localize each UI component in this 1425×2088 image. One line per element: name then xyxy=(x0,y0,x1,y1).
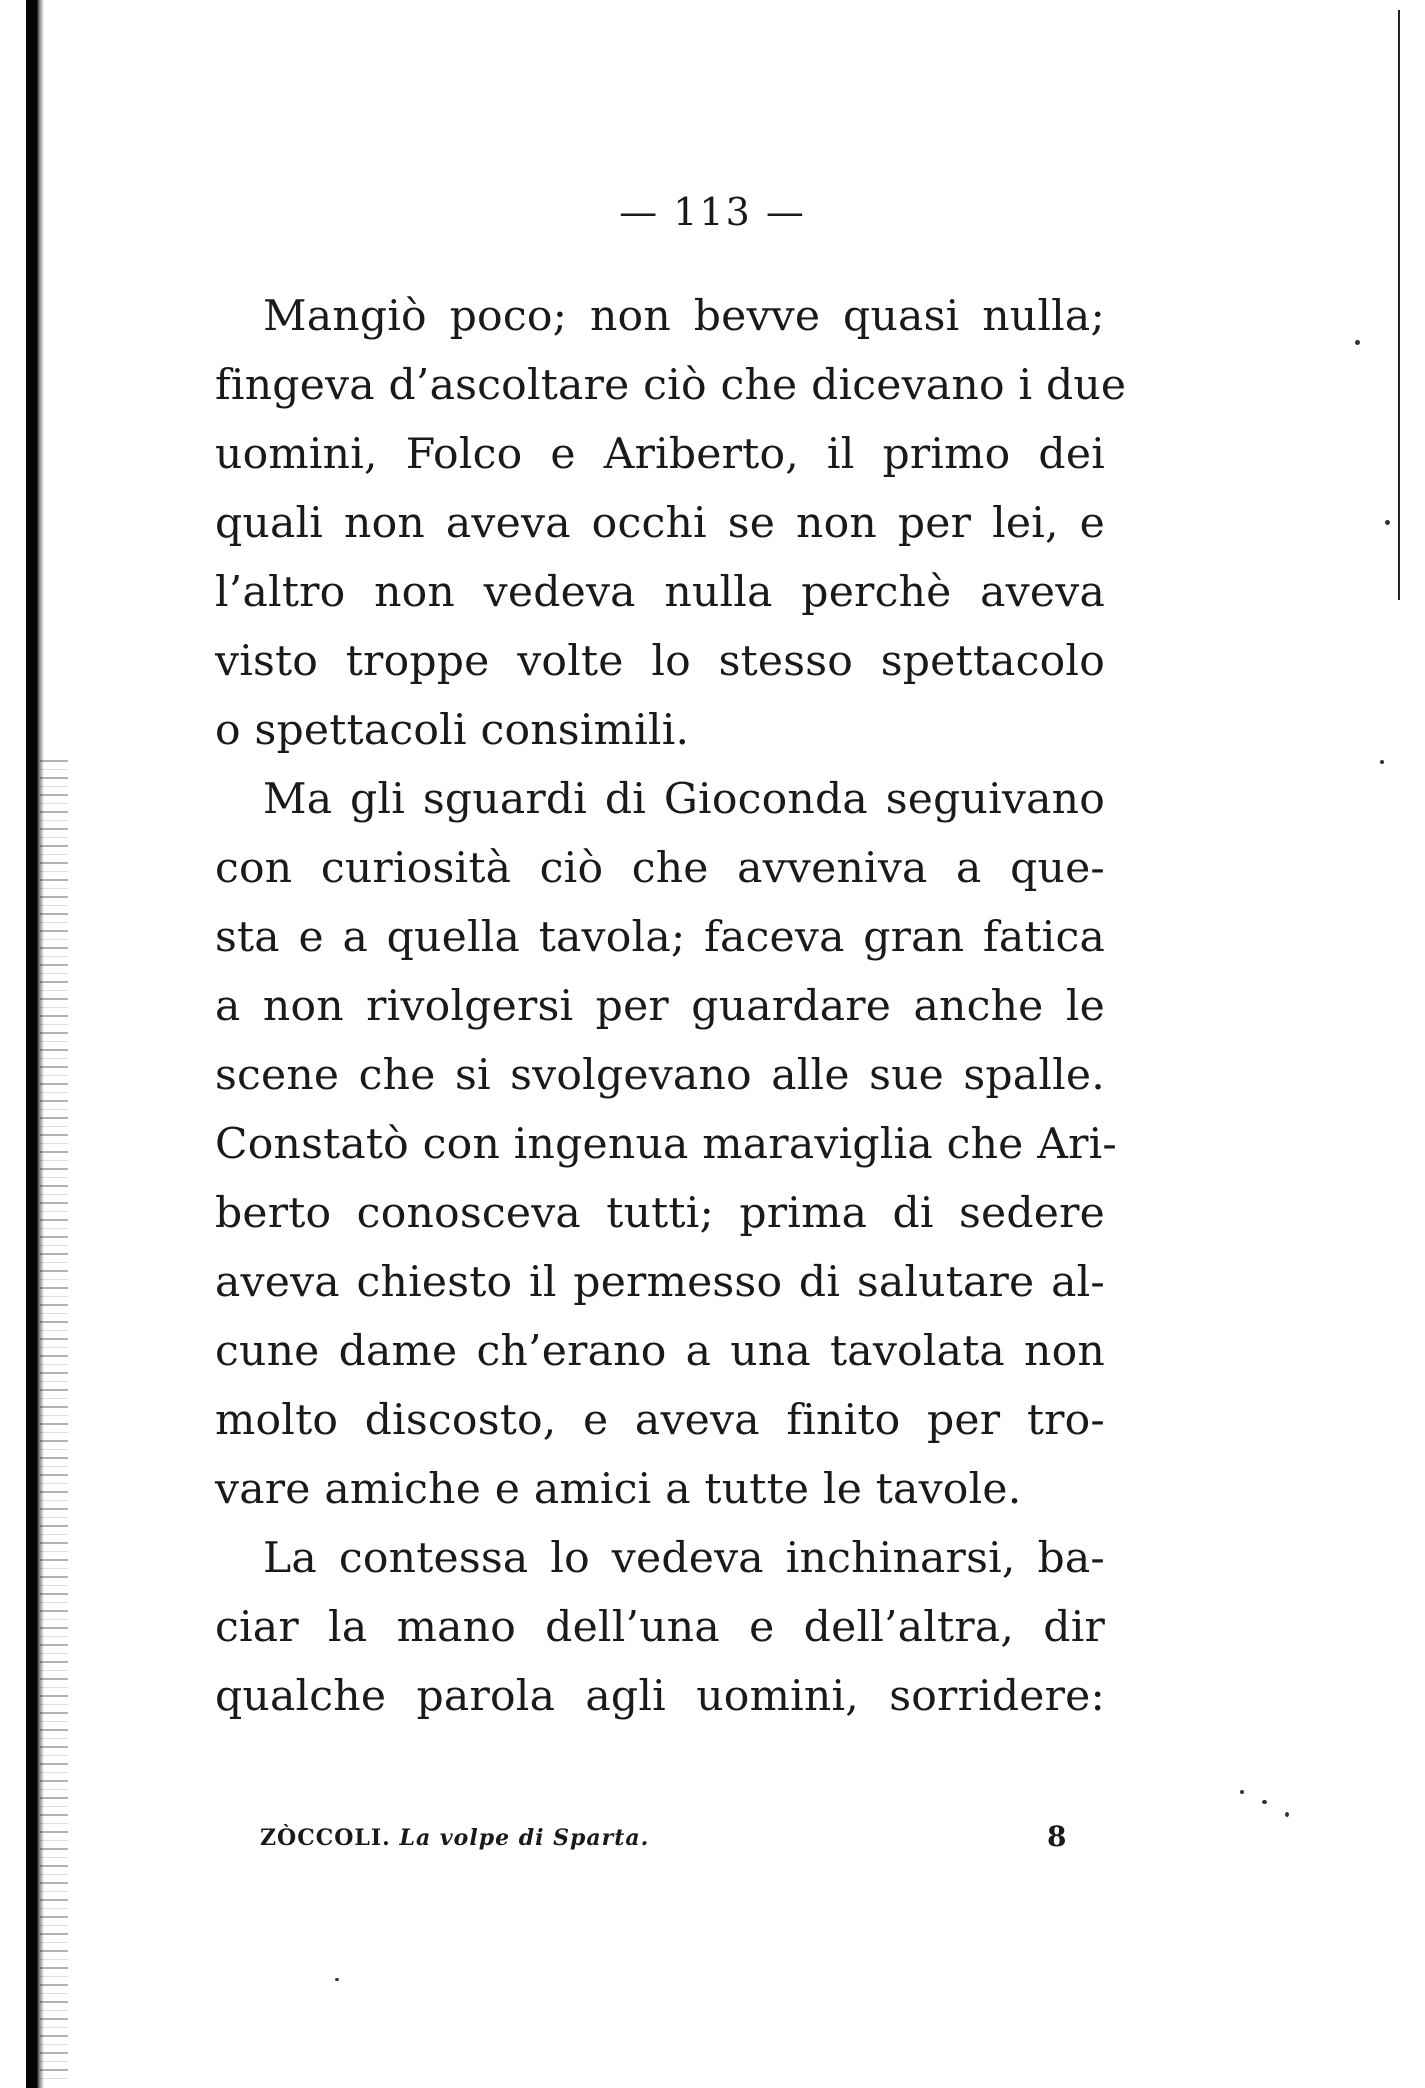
scan-speck xyxy=(1380,760,1384,764)
paragraph-1 xyxy=(215,282,1127,765)
paragraph-2 xyxy=(215,765,1117,1524)
scan-speck xyxy=(1355,340,1360,345)
text-line: con curiosità ciò che avveniva a que- xyxy=(215,844,1105,893)
text-line: ciar la mano dell’una e dell’altra, dir xyxy=(215,1603,1105,1652)
text-line: La contessa lo vedeva inchinarsi, ba- xyxy=(263,1534,1105,1583)
text-line: scene che si svolgevano alle sue spalle. xyxy=(215,1051,1105,1100)
page-body xyxy=(215,282,1127,1731)
text-line: a non rivolgersi per guardare anche le xyxy=(215,982,1105,1031)
text-line: Ma gli sguardi di Gioconda seguivano xyxy=(263,775,1105,824)
scan-speck xyxy=(1240,1790,1244,1794)
text-line: uomini, Folco e Ariberto, il primo dei xyxy=(215,430,1105,479)
text-line: Constatò con ingenua maraviglia che Ari- xyxy=(215,1120,1117,1169)
scan-noise-left xyxy=(40,760,68,2080)
scan-speck xyxy=(1262,1800,1267,1804)
scan-edge-right xyxy=(1398,10,1400,600)
scan-speck xyxy=(1285,1812,1289,1817)
text-line: visto troppe volte lo stesso spettacolo xyxy=(215,637,1105,686)
paragraph-3 xyxy=(215,1524,1105,1731)
text-line: o spettacoli consimili. xyxy=(215,706,690,755)
text-line: vare amiche e amici a tutte le tavole. xyxy=(215,1465,1022,1514)
text-line: aveva chiesto il permesso di salutare al- xyxy=(215,1258,1105,1307)
text-line: cune dame ch’erano a una tavolata non xyxy=(215,1327,1105,1376)
text-line: berto conosceva tutti; prima di sedere xyxy=(215,1189,1105,1238)
scan-speck xyxy=(1385,520,1390,525)
scan-speck xyxy=(335,1978,339,1981)
text-line: qualche parola agli uomini, sorridere: xyxy=(215,1672,1105,1721)
text-line: sta e a quella tavola; faceva gran fatica xyxy=(215,913,1105,962)
signature-author: ZÒCCOLI. xyxy=(260,1825,391,1851)
text-line: Mangiò poco; non bevve quasi nulla; xyxy=(263,292,1105,341)
text-line: l’altro non vedeva nulla perchè aveva xyxy=(215,568,1105,617)
text-line: fingeva d’ascoltare ciò che dicevano i due xyxy=(215,361,1127,410)
signature-number: 8 xyxy=(1047,1820,1067,1853)
book-signature xyxy=(260,1825,649,1851)
page-number: — 113 — xyxy=(619,190,806,234)
text-line: quali non aveva occhi se non per lei, e xyxy=(215,499,1105,548)
signature-title: La volpe di Sparta. xyxy=(399,1825,650,1851)
text-line: molto discosto, e aveva finito per tro- xyxy=(215,1396,1105,1445)
